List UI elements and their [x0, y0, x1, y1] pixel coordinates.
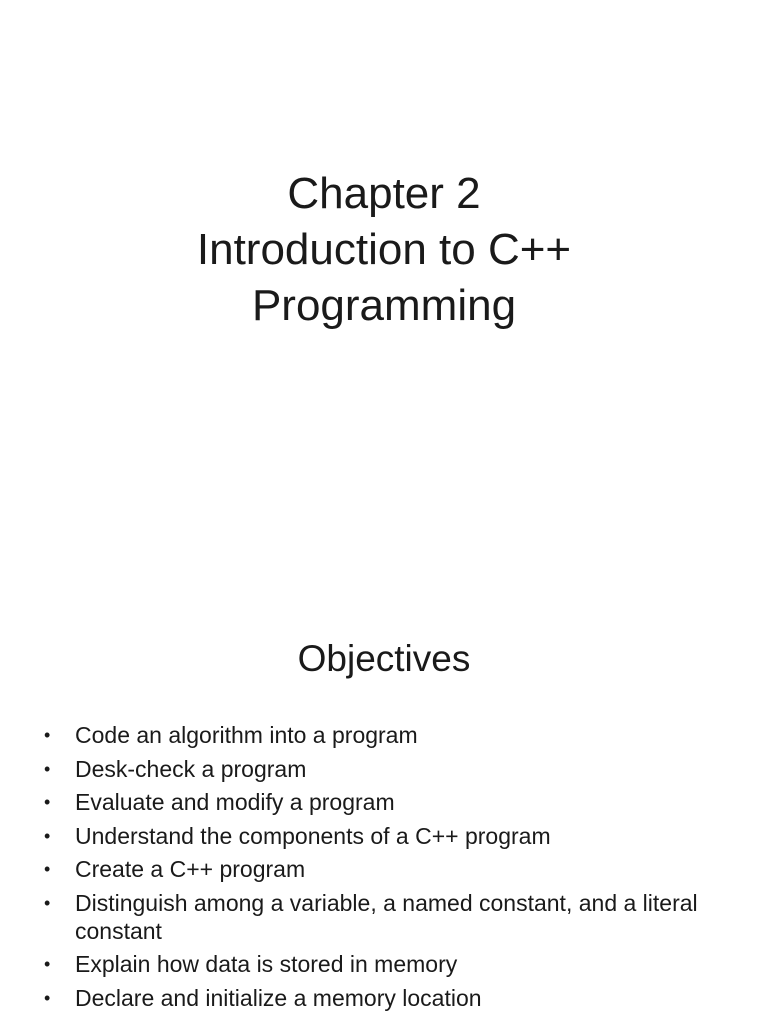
list-item-text: Desk-check a program: [75, 755, 307, 782]
list-item: [40, 889, 730, 945]
objectives-heading: Objectives: [297, 638, 471, 679]
title-line-intro: Introduction to C++: [196, 225, 572, 274]
list-item: [40, 822, 730, 850]
list-item-text: Create a C++ program: [75, 856, 306, 882]
list-item: [40, 755, 730, 783]
list-item-text: Distinguish among a variable, a named constant, and a literal constant: [75, 889, 698, 944]
bullet-icon: •: [44, 859, 51, 879]
list-item-text: Understand the components of a C++ program: [75, 822, 551, 849]
list-item-text: Code an algorithm into a program: [75, 722, 418, 748]
list-item-text: Declare and initialize a memory location: [75, 984, 482, 1011]
bullet-icon: •: [44, 792, 51, 812]
bullet-icon: •: [44, 725, 51, 745]
bullet-icon: •: [44, 954, 51, 974]
objectives-list: [40, 721, 730, 1017]
list-item: [40, 721, 730, 749]
list-item-text: Explain how data is stored in memory: [75, 951, 458, 977]
bullet-icon: •: [44, 892, 51, 913]
title-line-chapter: Chapter 2: [287, 169, 481, 218]
bullet-icon: •: [44, 987, 51, 1008]
list-item: [40, 984, 730, 1012]
chapter-title: [0, 166, 768, 334]
list-item: [40, 788, 730, 816]
bullet-icon: •: [44, 825, 51, 846]
list-item-text: Evaluate and modify a program: [75, 789, 395, 815]
list-item: [40, 855, 730, 883]
list-item: [40, 950, 730, 978]
title-line-programming: Programming: [251, 281, 517, 330]
objectives-slide: [0, 576, 768, 1024]
bullet-icon: •: [44, 758, 51, 779]
